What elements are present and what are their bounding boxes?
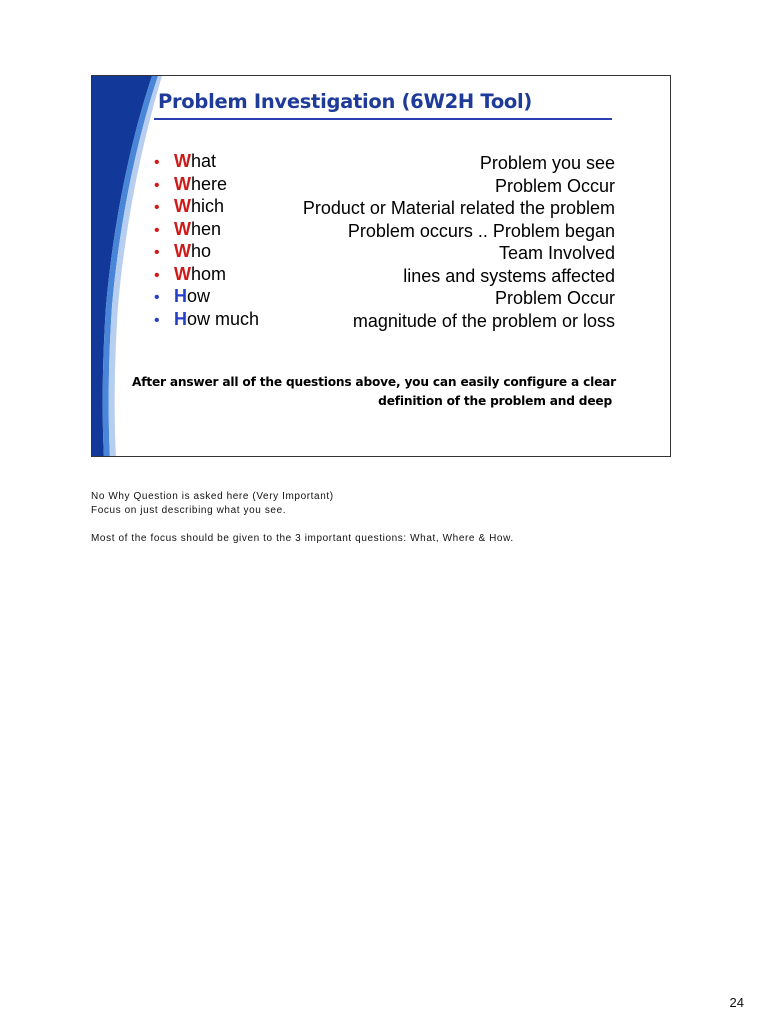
question-initial: H: [174, 308, 187, 329]
conclusion-line-2: definition of the problem and deep: [378, 394, 612, 408]
page-number: 24: [729, 995, 744, 1010]
question-rest: hat: [191, 151, 217, 171]
question-rest: here: [191, 173, 228, 194]
answer-item: Team Involved: [498, 243, 615, 263]
question-initial: W: [174, 196, 191, 216]
answer-item: Problem occurs .. Problem began: [347, 220, 615, 241]
question-initial: W: [174, 241, 191, 261]
question-item: [154, 218, 259, 241]
bullet-dot: •: [154, 311, 160, 329]
bullet-dot: •: [154, 176, 160, 194]
question-initial: W: [174, 263, 191, 284]
speaker-notes: [91, 490, 514, 546]
question-item: [154, 240, 259, 263]
answer-list: [303, 152, 615, 332]
question-initial: W: [174, 173, 191, 194]
question-rest: hen: [191, 218, 222, 239]
question-item: [154, 173, 259, 196]
question-list: [154, 150, 259, 330]
answer-item: Problem Occur: [494, 288, 615, 308]
bullet-dot: •: [154, 244, 160, 261]
answer-item: Problem Occur: [494, 175, 615, 196]
note-line-2: Focus on just describing what you see.: [91, 505, 287, 516]
question-initial: H: [174, 286, 187, 306]
question-item: [154, 195, 259, 218]
note-line-1: No Why Question is asked here (Very Important): [91, 491, 334, 502]
question-item: [154, 285, 259, 308]
title-underline: [154, 118, 612, 120]
question-rest: hom: [191, 263, 227, 284]
answer-item: Problem you see: [479, 153, 615, 173]
question-rest: ow: [187, 286, 211, 306]
bullet-dot: •: [154, 289, 160, 306]
answer-item: Product or Material related the problem: [302, 198, 615, 218]
conclusion-line-1: After answer all of the questions above, you can easily configure a clear: [132, 375, 616, 389]
question-item: [154, 263, 259, 286]
bullet-dot: •: [154, 154, 160, 171]
question-item: [154, 150, 259, 173]
question-rest: ho: [191, 241, 212, 261]
slide-title: Problem Investigation (6W2H Tool): [158, 90, 533, 113]
slide-frame: [91, 75, 671, 457]
note-line-3: Most of the focus should be given to the 3 important questions: What, Where & How.: [91, 533, 514, 544]
question-rest: ow much: [187, 308, 260, 329]
conclusion-text: [132, 373, 616, 411]
bullet-dot: •: [154, 199, 160, 216]
question-initial: W: [174, 151, 191, 171]
answer-item: lines and systems affected: [403, 265, 615, 286]
question-item: [154, 308, 259, 331]
bullet-dot: •: [154, 266, 160, 284]
bullet-dot: •: [154, 221, 160, 239]
question-rest: hich: [191, 196, 225, 216]
answer-item: magnitude of the problem or loss: [352, 310, 615, 331]
question-initial: W: [174, 218, 191, 239]
